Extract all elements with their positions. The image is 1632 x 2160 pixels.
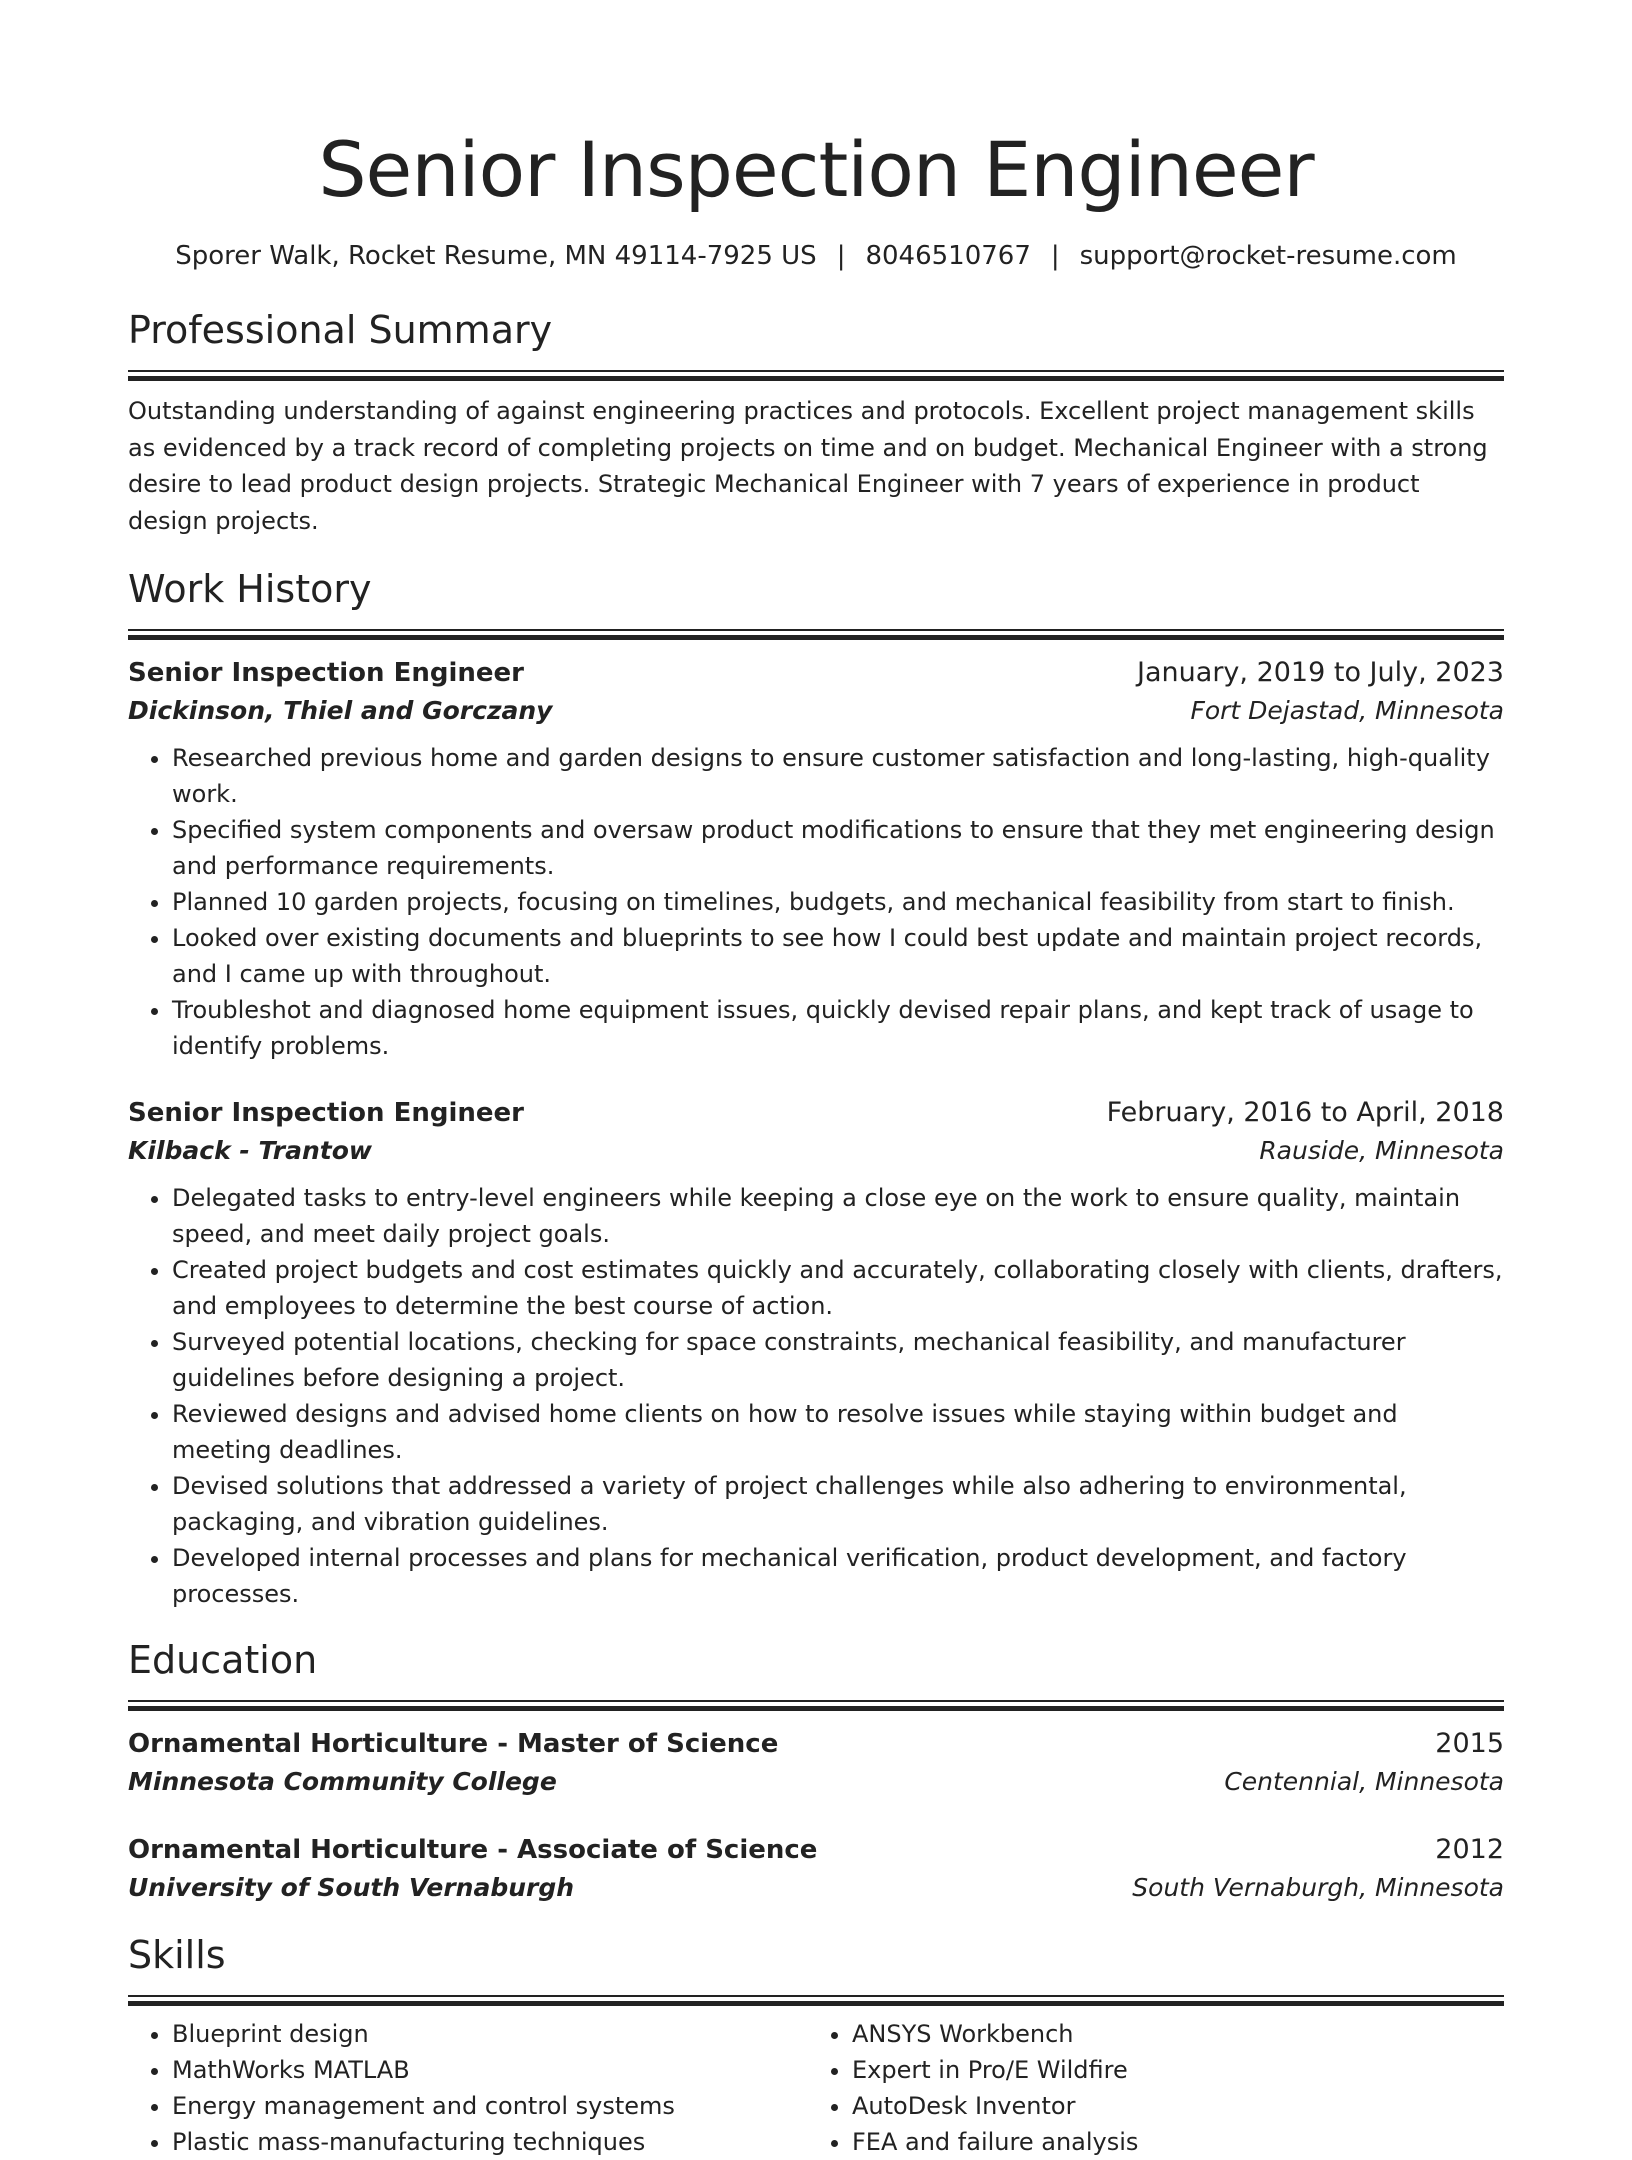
job-title: Senior Inspection Engineer — [128, 658, 524, 688]
summary-text: Outstanding understanding of against engineering practices and protocols. Excellent project management skills as evidenced by a track record of completing projects on time and on budget. Mechanical Engineer with a strong desire to lead product design projects. Strategic Mechanical Engineer with 7 years of experience in product design projects. — [128, 397, 1488, 535]
contact-address: Sporer Walk, Rocket Resume, MN 49114-7925 US — [175, 241, 817, 271]
degree-title: Ornamental Horticulture - Associate of Science — [128, 1835, 818, 1865]
work-history-heading: Work History — [128, 567, 372, 611]
job-bullet: • Surveyed potential locations, checking for space constraints, mechanical feasibility, and manufacturer guidelines before designing a project. — [172, 1324, 1504, 1396]
school-name: University of South Vernaburgh — [128, 1873, 575, 1902]
job-dates: January, 2019 to July, 2023 — [1137, 657, 1504, 688]
job-dates: February, 2016 to April, 2018 — [1106, 1097, 1504, 1128]
school-location: South Vernaburgh, Minnesota — [1132, 1873, 1504, 1902]
degree-year: 2012 — [1435, 1834, 1504, 1865]
skills-section — [128, 1929, 1504, 2160]
school-location: Centennial, Minnesota — [1224, 1767, 1504, 1796]
section-divider — [128, 629, 1504, 640]
skill-item: • Energy management and control systems — [172, 2088, 808, 2124]
summary-section — [128, 304, 1504, 539]
job-bullet: • Researched previous home and garden designs to ensure customer satisfaction and long-lasting, high-quality work. — [172, 740, 1504, 812]
job-entry — [128, 654, 1504, 1064]
job-bullet: • Looked over existing documents and blueprints to see how I could best update and maintain project records, and I came up with throughout. — [172, 920, 1504, 992]
skill-item: • Expert in Pro/E Wildfire — [852, 2052, 1488, 2088]
summary-heading: Professional Summary — [128, 308, 553, 352]
resume-name: Senior Inspection Engineer — [318, 125, 1314, 214]
contact-email[interactable]: support@rocket-resume.com — [1079, 241, 1457, 271]
skill-item: • Blueprint design — [172, 2016, 808, 2052]
job-location: Fort Dejastad, Minnesota — [1190, 696, 1504, 725]
job-bullet: • Planned 10 garden projects, focusing on timelines, budgets, and mechanical feasibility from start to finish. — [172, 884, 1504, 920]
job-bullets — [128, 1180, 1504, 1612]
job-bullet: • Delegated tasks to entry-level engineers while keeping a close eye on the work to ensure quality, maintain speed, and meet daily project goals. — [172, 1180, 1504, 1252]
job-bullet: • Reviewed designs and advised home clients on how to resolve issues while staying within budget and meeting deadlines. — [172, 1396, 1504, 1468]
job-bullets — [128, 740, 1504, 1064]
contact-separator: | — [836, 241, 846, 271]
skill-item: • MathWorks MATLAB — [172, 2052, 808, 2088]
job-entry — [128, 1094, 1504, 1612]
job-bullet: • Specified system components and oversaw product modifications to ensure that they met engineering design and performance requirements. — [172, 812, 1504, 884]
job-bullet: • Devised solutions that addressed a variety of project challenges while also adhering to environmental, packaging, and vibration guidelines. — [172, 1468, 1504, 1540]
section-divider — [128, 370, 1504, 381]
degree-year: 2015 — [1435, 1728, 1504, 1759]
contact-phone: 8046510767 — [865, 241, 1031, 271]
education-entry — [128, 1831, 1504, 1907]
school-name: Minnesota Community College — [128, 1767, 557, 1796]
job-bullet: • Troubleshot and diagnosed home equipment issues, quickly devised repair plans, and kept track of usage to identify problems. — [172, 992, 1504, 1064]
contact-separator: | — [1050, 241, 1060, 271]
skill-item: • Plastic mass-manufacturing techniques — [172, 2124, 808, 2160]
job-bullet: • Created project budgets and cost estimates quickly and accurately, collaborating closely with clients, drafters, and employees to determine the best course of action. — [172, 1252, 1504, 1324]
skills-column-left — [128, 2016, 808, 2160]
education-entry — [128, 1725, 1504, 1801]
education-section — [128, 1634, 1504, 1907]
skills-heading: Skills — [128, 1933, 226, 1977]
contact-line — [128, 238, 1504, 274]
work-history-section — [128, 563, 1504, 1612]
education-heading: Education — [128, 1638, 318, 1682]
job-company: Kilback - Trantow — [128, 1136, 373, 1165]
skill-item: • ANSYS Workbench — [852, 2016, 1488, 2052]
skill-item: • FEA and failure analysis — [852, 2124, 1488, 2160]
skill-item: • AutoDesk Inventor — [852, 2088, 1488, 2124]
degree-title: Ornamental Horticulture - Master of Science — [128, 1729, 779, 1759]
section-divider — [128, 1995, 1504, 2006]
job-location: Rauside, Minnesota — [1259, 1136, 1504, 1165]
job-bullet: • Developed internal processes and plans for mechanical verification, product development, and factory processes. — [172, 1540, 1504, 1612]
skills-columns — [128, 2016, 1504, 2160]
skills-column-right — [808, 2016, 1488, 2160]
job-company: Dickinson, Thiel and Gorczany — [128, 696, 553, 725]
section-divider — [128, 1700, 1504, 1711]
job-title: Senior Inspection Engineer — [128, 1098, 524, 1128]
